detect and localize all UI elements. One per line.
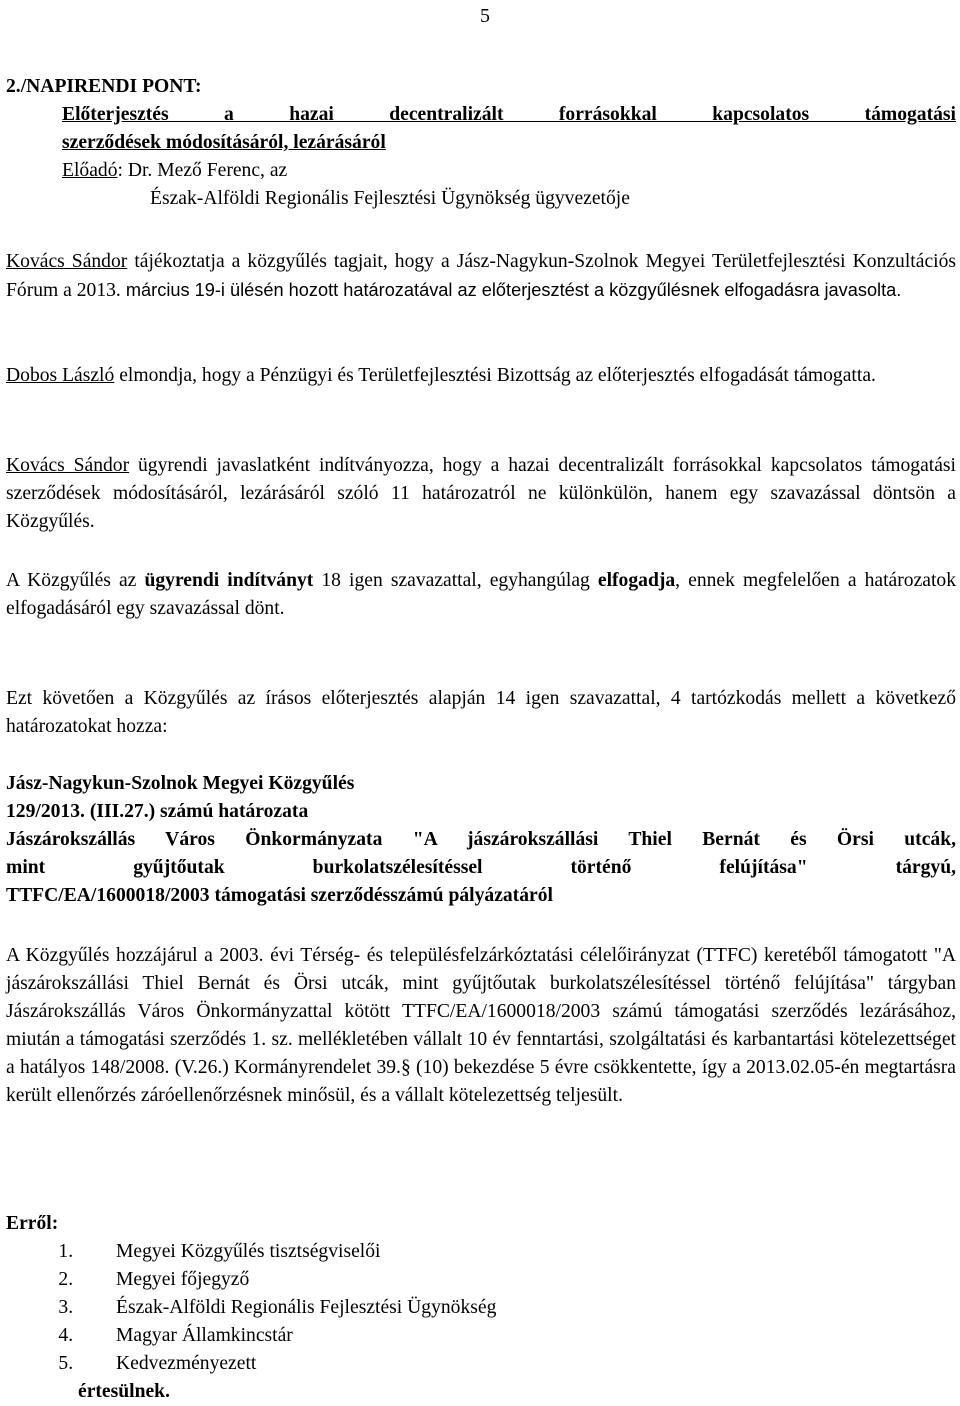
recipient-list [6, 1238, 956, 1378]
paragraph-text: elmondja, hogy a Pénzügyi és Területfejlesztési Bizottság az előterjesztés elfogadását támogatta. [114, 365, 876, 386]
speaker-name: Dobos László [6, 365, 115, 386]
list-item: 3. Észak-Alföldi Regionális Fejlesztési Ügynökség [78, 1294, 956, 1322]
list-item: 4. Magyar Államkincstár [78, 1322, 956, 1350]
list-item: 2. Megyei főjegyző [78, 1266, 956, 1294]
presenter-label: Előadó [62, 160, 118, 181]
agenda-title-line-1: Előterjesztés a hazai decentralizált forrásokkal kapcsolatos támogatási [62, 104, 956, 125]
resolution-text-part: (10) bekezdése 5 évre csökkentette, így a 2013.02.05-én megtartásra került ellenőrzés záróellenőrzésnek minősül, és a vállalt kötelezettség teljesült. [6, 1057, 956, 1106]
paragraph-text: tájékoztatja a közgyűlés tagjait, hogy a Jász-Nagykun-Szolnok Megyei Területfejlesztési Konzultációs Fórum a 2013. [6, 251, 957, 301]
paragraph-vote-procedural [6, 567, 956, 623]
resolution-subject-line-1: Jászárokszállás Város Önkormányzata "A jászárokszállási Thiel Bernát és Örsi utcák, [6, 829, 956, 850]
speaker-name: Kovács Sándor [6, 251, 128, 272]
bold-run-motion: ügyrendi indítványt [144, 570, 314, 591]
resolution-number: 129/2013. (III.27.) számú határozata [6, 801, 309, 822]
distribution-closing: értesülnek. [78, 1381, 170, 1402]
presenter-line [62, 157, 956, 185]
agenda-title-line-2: szerződések módosításáról, lezárásáról [62, 132, 386, 153]
presenter-role: Észak-Alföldi Regionális Fejlesztési Ügynökség ügyvezetője [150, 188, 630, 209]
agenda-block [6, 73, 956, 213]
paragraph-dobos [6, 362, 956, 390]
paragraph-text-continued: március 19-i ülésén hozott határozatával az előterjesztést a közgyűlésnek elfogadásra javasolta. [120, 280, 902, 300]
section-sign: § [400, 1057, 411, 1078]
resolution-body-name: Jász-Nagykun-Szolnok Megyei Közgyűlés [6, 773, 355, 794]
text-run: 18 igen szavazattal, egyhangúlag [313, 570, 598, 591]
paragraph-text: Ezt követően a Közgyűlés az írásos előterjesztés alapján 14 igen szavazattal, 4 tartózkodás mellett a következő határozatokat hozza: [6, 688, 956, 737]
agenda-heading: 2./NAPIRENDI PONT: [6, 76, 202, 97]
paragraph-vote-result [6, 685, 956, 741]
paragraph-kovacs-2 [6, 452, 956, 536]
resolution-text [6, 942, 956, 1110]
paragraph-kovacs-1 [6, 248, 956, 305]
resolution-text-part: A Közgyűlés hozzájárul a 2003. évi Térség- és településfelzárkóztatási célelőirányzat (TTFC) keretéből támogatott "A jászárokszállási Thiel Bernát és Örsi utcák, mint gyűjtőutak burkolatszélesítéssel történő felújítása" tárgyban Jászárokszállás Város Önkormányzattal kötött TTFC/EA/1600018/2003 számú támogatási szerződés lezárásához, miután a támogatási szerződés 1. sz. mellékletében vállalt 10 év fenntartási, szolgáltatási és karbantartási kötelezettséget a hatályos 148/2008. (V.26.) Kormányrendelet 39. [6, 945, 956, 1078]
list-item: 5. Kedvezményezett [78, 1350, 956, 1378]
resolution-subject-line-3: TTFC/EA/1600018/2003 támogatási szerződésszámú pályázatáról [6, 885, 553, 906]
resolution-header [6, 770, 956, 910]
bold-run-accepts: elfogadja [597, 570, 676, 591]
text-run: , ennek megfelelően a határozatok elfogadásáról egy szavazással dönt. [6, 570, 957, 619]
list-item: 1. Megyei Közgyűlés tisztségviselői [78, 1238, 956, 1266]
distribution-list [6, 1210, 956, 1406]
resolution-subject-line-2: mint gyűjtőutak burkolatszélesítéssel történő felújítása" tárgyú, [6, 857, 956, 878]
distribution-heading: Erről: [6, 1213, 59, 1234]
page-number: 5 [480, 5, 490, 27]
presenter-name: : Dr. Mező Ferenc, az [117, 160, 288, 181]
paragraph-text: ügyrendi javaslatként indítványozza, hogy a hazai decentralizált forrásokkal kapcsolatos támogatási szerződések módosításáról, lezárásáról szóló 11 határozatról ne különkülön, hanem egy szavazással döntsön a Közgyűlés. [6, 455, 957, 532]
speaker-name: Kovács Sándor [6, 455, 130, 476]
text-run: A Közgyűlés az [6, 570, 145, 591]
